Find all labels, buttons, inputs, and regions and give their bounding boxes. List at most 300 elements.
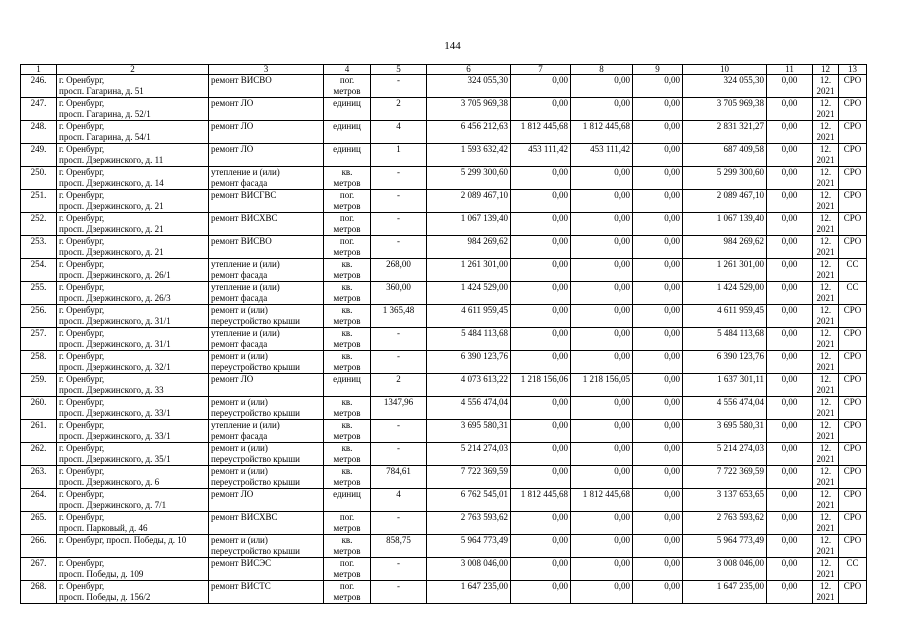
completion-date-cell — [813, 328, 839, 351]
work-type-cell — [209, 75, 324, 98]
completion-date-cell-line: 12. — [819, 466, 832, 476]
col10-cell: 1 067 139,40 — [683, 213, 767, 236]
unit-cell — [324, 512, 371, 535]
table-row — [21, 236, 867, 259]
quantity-cell: 2 — [371, 98, 427, 121]
column-number-8: 8 — [571, 65, 633, 75]
unit-cell-line: пог. — [339, 558, 355, 568]
address-cell — [57, 397, 209, 420]
completion-date-cell — [813, 512, 839, 535]
unit-cell-line: кв. — [341, 535, 353, 545]
address-cell-line: г. Оренбург, — [59, 558, 105, 568]
row-number: 264. — [21, 489, 57, 512]
financing-cell: СРО — [839, 328, 867, 351]
column-number-6: 6 — [427, 65, 511, 75]
col7-cell: 0,00 — [511, 98, 571, 121]
work-type-cell — [209, 443, 324, 466]
address-cell-line: просп. Дзержинского, д. 7/1 — [59, 500, 167, 510]
col10-cell: 3 008 046,00 — [683, 558, 767, 581]
completion-date-cell-line: 2021 — [816, 592, 835, 602]
unit-cell-line: кв. — [341, 282, 353, 292]
unit-cell — [324, 581, 371, 604]
address-cell-line: просп. Дзержинского, д. 26/1 — [59, 270, 171, 280]
completion-date-cell — [813, 213, 839, 236]
col10-cell: 2 831 321,27 — [683, 121, 767, 144]
table-row — [21, 144, 867, 167]
work-type-cell-line: ремонт ВИСГВС — [211, 190, 277, 200]
unit-cell-line: единиц — [333, 121, 361, 131]
table-row — [21, 305, 867, 328]
completion-date-cell-line: 12. — [819, 121, 832, 131]
col11-cell: 0,00 — [767, 213, 813, 236]
completion-date-cell-line: 2021 — [816, 362, 835, 372]
col10-cell: 5 484 113,68 — [683, 328, 767, 351]
work-type-cell — [209, 581, 324, 604]
address-cell-line: просп. Дзержинского, д. 21 — [59, 247, 164, 257]
table-body — [21, 75, 867, 604]
unit-cell — [324, 397, 371, 420]
unit-cell — [324, 535, 371, 558]
address-cell — [57, 98, 209, 121]
financing-cell: СРО — [839, 121, 867, 144]
col9-cell: 0,00 — [633, 397, 683, 420]
completion-date-cell-line: 2021 — [816, 247, 835, 257]
unit-cell-line: метров — [333, 86, 361, 96]
address-cell — [57, 305, 209, 328]
col9-cell: 0,00 — [633, 328, 683, 351]
col10-cell: 1 424 529,00 — [683, 282, 767, 305]
address-cell-line: просп. Дзержинского, д. 21 — [59, 224, 164, 234]
financing-cell: СРО — [839, 466, 867, 489]
financing-cell: СРО — [839, 144, 867, 167]
column-number-5: 5 — [371, 65, 427, 75]
unit-cell — [324, 489, 371, 512]
work-type-cell-line: ремонт ЛО — [211, 489, 254, 499]
completion-date-cell-line: 12. — [819, 259, 832, 269]
completion-date-cell-line: 12. — [819, 75, 832, 85]
financing-cell: СРО — [839, 443, 867, 466]
unit-cell-line: метров — [333, 224, 361, 234]
column-number-12: 12 — [813, 65, 839, 75]
address-cell-line: г. Оренбург, — [59, 167, 105, 177]
col11-cell: 0,00 — [767, 489, 813, 512]
completion-date-cell-line: 12. — [819, 190, 832, 200]
work-type-cell-line: ремонт фасада — [211, 431, 268, 441]
col10-cell: 1 637 301,11 — [683, 374, 767, 397]
col8-cell: 0,00 — [571, 581, 633, 604]
address-cell — [57, 581, 209, 604]
completion-date-cell — [813, 443, 839, 466]
address-cell — [57, 190, 209, 213]
address-cell-line: г. Оренбург, — [59, 581, 105, 591]
financing-cell: СРО — [839, 397, 867, 420]
row-number: 253. — [21, 236, 57, 259]
col7-cell: 0,00 — [511, 466, 571, 489]
total-cost-cell: 1 067 139,40 — [427, 213, 511, 236]
total-cost-cell: 984 269,62 — [427, 236, 511, 259]
total-cost-cell: 5 299 300,60 — [427, 167, 511, 190]
col10-cell: 324 055,30 — [683, 75, 767, 98]
table-row — [21, 351, 867, 374]
completion-date-cell-line: 12. — [819, 443, 832, 453]
quantity-cell: 1 365,48 — [371, 305, 427, 328]
work-type-cell — [209, 121, 324, 144]
completion-date-cell — [813, 374, 839, 397]
address-cell — [57, 167, 209, 190]
address-cell — [57, 282, 209, 305]
quantity-cell: - — [371, 558, 427, 581]
completion-date-cell — [813, 581, 839, 604]
work-type-cell — [209, 351, 324, 374]
total-cost-cell: 4 556 474,04 — [427, 397, 511, 420]
col8-cell: 0,00 — [571, 535, 633, 558]
quantity-cell: - — [371, 213, 427, 236]
financing-cell: СРО — [839, 75, 867, 98]
unit-cell-line: метров — [333, 201, 361, 211]
col11-cell: 0,00 — [767, 121, 813, 144]
table-row — [21, 98, 867, 121]
col7-cell: 0,00 — [511, 75, 571, 98]
unit-cell — [324, 190, 371, 213]
row-number: 260. — [21, 397, 57, 420]
address-cell-line: просп. Гагарина, д. 51 — [59, 86, 144, 96]
col8-cell: 0,00 — [571, 236, 633, 259]
col7-cell: 0,00 — [511, 259, 571, 282]
col7-cell: 1 812 445,68 — [511, 121, 571, 144]
col10-cell: 1 647 235,00 — [683, 581, 767, 604]
financing-cell: СРО — [839, 581, 867, 604]
col9-cell: 0,00 — [633, 535, 683, 558]
col11-cell: 0,00 — [767, 466, 813, 489]
table-row — [21, 397, 867, 420]
completion-date-cell — [813, 351, 839, 374]
table-row — [21, 558, 867, 581]
completion-date-cell-line: 12. — [819, 420, 832, 430]
work-type-cell — [209, 167, 324, 190]
unit-cell-line: метров — [333, 270, 361, 280]
address-cell — [57, 374, 209, 397]
col7-cell: 0,00 — [511, 512, 571, 535]
col9-cell: 0,00 — [633, 144, 683, 167]
work-type-cell — [209, 328, 324, 351]
row-number: 261. — [21, 420, 57, 443]
table-row — [21, 374, 867, 397]
unit-cell-line: пог. — [339, 213, 355, 223]
column-number-13: 13 — [839, 65, 867, 75]
address-cell — [57, 144, 209, 167]
unit-cell-line: пог. — [339, 581, 355, 591]
row-number: 254. — [21, 259, 57, 282]
unit-cell-line: единиц — [333, 144, 361, 154]
col9-cell: 0,00 — [633, 121, 683, 144]
col10-cell: 2 763 593,62 — [683, 512, 767, 535]
completion-date-cell-line: 2021 — [816, 316, 835, 326]
address-cell-line: г. Оренбург, — [59, 489, 105, 499]
total-cost-cell: 324 055,30 — [427, 75, 511, 98]
work-type-cell-line: переустройство крыши — [211, 316, 300, 326]
work-type-cell-line: утепление и (или) — [211, 328, 280, 338]
col9-cell: 0,00 — [633, 466, 683, 489]
row-number: 250. — [21, 167, 57, 190]
row-number: 259. — [21, 374, 57, 397]
table-row — [21, 535, 867, 558]
quantity-cell: - — [371, 167, 427, 190]
work-type-cell-line: утепление и (или) — [211, 167, 280, 177]
table-row — [21, 190, 867, 213]
unit-cell-line: кв. — [341, 167, 353, 177]
completion-date-cell-line: 2021 — [816, 293, 835, 303]
completion-date-cell — [813, 397, 839, 420]
column-number-row — [21, 65, 867, 75]
total-cost-cell: 2 089 467,10 — [427, 190, 511, 213]
address-cell-line: просп. Дзержинского, д. 11 — [59, 155, 164, 165]
work-type-cell-line: ремонт фасада — [211, 178, 268, 188]
financing-cell: СРО — [839, 374, 867, 397]
completion-date-cell-line: 12. — [819, 397, 832, 407]
col9-cell: 0,00 — [633, 167, 683, 190]
row-number: 251. — [21, 190, 57, 213]
work-type-cell — [209, 512, 324, 535]
work-type-cell — [209, 213, 324, 236]
unit-cell — [324, 213, 371, 236]
address-cell-line: просп. Дзержинского, д. 32/1 — [59, 362, 171, 372]
col10-cell: 3 705 969,38 — [683, 98, 767, 121]
quantity-cell: - — [371, 351, 427, 374]
quantity-cell: 1347,96 — [371, 397, 427, 420]
col10-cell: 984 269,62 — [683, 236, 767, 259]
completion-date-cell-line: 2021 — [816, 155, 835, 165]
work-type-cell-line: ремонт ЛО — [211, 121, 254, 131]
address-cell-line: г. Оренбург, — [59, 512, 105, 522]
address-cell — [57, 328, 209, 351]
total-cost-cell: 4 073 613,22 — [427, 374, 511, 397]
completion-date-cell — [813, 259, 839, 282]
work-type-cell-line: ремонт ВИСЭС — [211, 558, 272, 568]
completion-date-cell-line: 2021 — [816, 431, 835, 441]
col8-cell: 453 111,42 — [571, 144, 633, 167]
work-type-cell-line: ремонт ВИСВО — [211, 236, 272, 246]
completion-date-cell — [813, 75, 839, 98]
row-number: 258. — [21, 351, 57, 374]
address-cell — [57, 512, 209, 535]
address-cell-line: просп. Дзержинского, д. 26/3 — [59, 293, 171, 303]
completion-date-cell-line: 12. — [819, 535, 832, 545]
unit-cell-line: метров — [333, 431, 361, 441]
address-cell — [57, 213, 209, 236]
work-type-cell-line: ремонт ЛО — [211, 144, 254, 154]
col7-cell: 0,00 — [511, 535, 571, 558]
unit-cell-line: кв. — [341, 443, 353, 453]
work-type-cell-line: ремонт и (или) — [211, 397, 268, 407]
col8-cell: 0,00 — [571, 351, 633, 374]
col8-cell: 0,00 — [571, 420, 633, 443]
total-cost-cell: 3 695 580,31 — [427, 420, 511, 443]
col8-cell: 1 812 445,68 — [571, 489, 633, 512]
address-cell-line: просп. Победы, д. 156/2 — [59, 592, 151, 602]
col11-cell: 0,00 — [767, 236, 813, 259]
address-cell — [57, 75, 209, 98]
col9-cell: 0,00 — [633, 98, 683, 121]
work-type-cell-line: ремонт ЛО — [211, 98, 254, 108]
col9-cell: 0,00 — [633, 282, 683, 305]
work-type-cell-line: ремонт и (или) — [211, 443, 268, 453]
table-row — [21, 121, 867, 144]
financing-cell: СРО — [839, 236, 867, 259]
address-cell-line: г. Оренбург, — [59, 213, 105, 223]
col10-cell: 4 556 474,04 — [683, 397, 767, 420]
work-type-cell-line: ремонт и (или) — [211, 351, 268, 361]
col11-cell: 0,00 — [767, 144, 813, 167]
total-cost-cell: 5 214 274,03 — [427, 443, 511, 466]
completion-date-cell — [813, 190, 839, 213]
total-cost-cell: 5 964 773,49 — [427, 535, 511, 558]
address-cell-line: г. Оренбург, — [59, 374, 105, 384]
address-cell-line: просп. Дзержинского, д. 21 — [59, 201, 164, 211]
col8-cell: 0,00 — [571, 466, 633, 489]
col7-cell: 0,00 — [511, 397, 571, 420]
row-number: 247. — [21, 98, 57, 121]
address-cell — [57, 443, 209, 466]
col11-cell: 0,00 — [767, 328, 813, 351]
col11-cell: 0,00 — [767, 98, 813, 121]
completion-date-cell — [813, 558, 839, 581]
total-cost-cell: 3 008 046,00 — [427, 558, 511, 581]
col9-cell: 0,00 — [633, 374, 683, 397]
total-cost-cell: 1 593 632,42 — [427, 144, 511, 167]
completion-date-cell-line: 12. — [819, 282, 832, 292]
financing-cell: СРО — [839, 420, 867, 443]
unit-cell-line: единиц — [333, 374, 361, 384]
work-type-cell — [209, 397, 324, 420]
completion-date-cell-line: 12. — [819, 374, 832, 384]
column-number-11: 11 — [767, 65, 813, 75]
col11-cell: 0,00 — [767, 190, 813, 213]
completion-date-cell-line: 2021 — [816, 86, 835, 96]
address-cell-line: г. Оренбург, просп. Победы, д. 10 — [59, 535, 187, 545]
col8-cell: 0,00 — [571, 512, 633, 535]
address-cell-line: г. Оренбург, — [59, 282, 105, 292]
unit-cell-line: метров — [333, 546, 361, 556]
completion-date-cell-line: 12. — [819, 351, 832, 361]
financing-cell: СС — [839, 282, 867, 305]
quantity-cell: 268,00 — [371, 259, 427, 282]
column-number-9: 9 — [633, 65, 683, 75]
col9-cell: 0,00 — [633, 443, 683, 466]
unit-cell-line: кв. — [341, 397, 353, 407]
unit-cell-line: метров — [333, 247, 361, 257]
unit-cell-line: пог. — [339, 190, 355, 200]
address-cell-line: г. Оренбург, — [59, 351, 105, 361]
quantity-cell: - — [371, 236, 427, 259]
completion-date-cell-line: 12. — [819, 167, 832, 177]
col8-cell: 0,00 — [571, 190, 633, 213]
table-row — [21, 213, 867, 236]
financing-cell: СРО — [839, 167, 867, 190]
row-number: 262. — [21, 443, 57, 466]
work-type-cell — [209, 466, 324, 489]
work-type-cell-line: утепление и (или) — [211, 420, 280, 430]
quantity-cell: - — [371, 420, 427, 443]
completion-date-cell-line: 2021 — [816, 523, 835, 533]
work-type-cell-line: ремонт ЛО — [211, 374, 254, 384]
col8-cell: 0,00 — [571, 305, 633, 328]
unit-cell-line: метров — [333, 477, 361, 487]
col9-cell: 0,00 — [633, 236, 683, 259]
completion-date-cell-line: 2021 — [816, 339, 835, 349]
completion-date-cell-line: 2021 — [816, 569, 835, 579]
table-row — [21, 282, 867, 305]
col11-cell: 0,00 — [767, 558, 813, 581]
address-cell-line: просп. Дзержинского, д. 33 — [59, 385, 164, 395]
work-type-cell — [209, 420, 324, 443]
completion-date-cell — [813, 167, 839, 190]
col7-cell: 0,00 — [511, 167, 571, 190]
col11-cell: 0,00 — [767, 420, 813, 443]
table-row — [21, 167, 867, 190]
completion-date-cell-line: 2021 — [816, 408, 835, 418]
address-cell — [57, 121, 209, 144]
address-cell-line: просп. Дзержинского, д. 31/1 — [59, 339, 171, 349]
col9-cell: 0,00 — [633, 581, 683, 604]
col10-cell: 7 722 369,59 — [683, 466, 767, 489]
total-cost-cell: 5 484 113,68 — [427, 328, 511, 351]
row-number: 249. — [21, 144, 57, 167]
work-type-cell — [209, 305, 324, 328]
col11-cell: 0,00 — [767, 581, 813, 604]
completion-date-cell-line: 12. — [819, 328, 832, 338]
address-cell-line: г. Оренбург, — [59, 190, 105, 200]
quantity-cell: 4 — [371, 121, 427, 144]
col7-cell: 0,00 — [511, 236, 571, 259]
quantity-cell: 4 — [371, 489, 427, 512]
completion-date-cell — [813, 144, 839, 167]
quantity-cell: - — [371, 443, 427, 466]
unit-cell-line: метров — [333, 454, 361, 464]
col9-cell: 0,00 — [633, 259, 683, 282]
unit-cell-line: метров — [333, 523, 361, 533]
financing-cell: СРО — [839, 351, 867, 374]
col11-cell: 0,00 — [767, 351, 813, 374]
unit-cell-line: единиц — [333, 489, 361, 499]
unit-cell-line: кв. — [341, 305, 353, 315]
work-type-cell — [209, 98, 324, 121]
completion-date-cell-line: 2021 — [816, 109, 835, 119]
address-cell-line: просп. Гагарина, д. 52/1 — [59, 109, 151, 119]
unit-cell — [324, 259, 371, 282]
unit-cell — [324, 305, 371, 328]
address-cell-line: г. Оренбург, — [59, 121, 105, 131]
quantity-cell: - — [371, 512, 427, 535]
completion-date-cell-line: 2021 — [816, 477, 835, 487]
address-cell-line: г. Оренбург, — [59, 75, 105, 85]
col8-cell: 0,00 — [571, 558, 633, 581]
work-type-cell-line: ремонт ВИСТС — [211, 581, 271, 591]
col11-cell: 0,00 — [767, 397, 813, 420]
row-number: 265. — [21, 512, 57, 535]
col9-cell: 0,00 — [633, 558, 683, 581]
col8-cell: 0,00 — [571, 328, 633, 351]
unit-cell-line: кв. — [341, 351, 353, 361]
work-type-cell-line: ремонт фасада — [211, 293, 268, 303]
financing-cell: СРО — [839, 213, 867, 236]
unit-cell-line: метров — [333, 178, 361, 188]
total-cost-cell: 2 763 593,62 — [427, 512, 511, 535]
col9-cell: 0,00 — [633, 351, 683, 374]
col10-cell: 4 611 959,45 — [683, 305, 767, 328]
address-cell-line: г. Оренбург, — [59, 420, 105, 430]
quantity-cell: - — [371, 75, 427, 98]
row-number: 246. — [21, 75, 57, 98]
